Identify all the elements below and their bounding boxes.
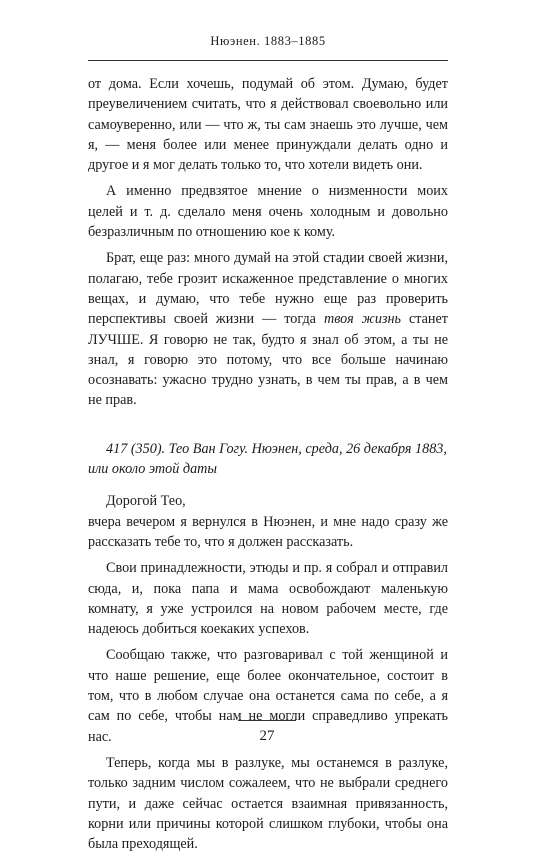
paragraph: вчера вечером я вернулся в Нюэнен, и мне надо сразу же рассказать тебе то, что я должен рассказать. bbox=[88, 513, 448, 550]
letter-heading: 417 (350). Тео Ван Гогу. Нюэнен, среда, 26 декабря 1883, или около этой даты bbox=[88, 440, 447, 478]
paragraph-continuation: от дома. Если хочешь, подумай об этом. Думаю, будет преувеличением считать, что я действовал своевольно или самоуверенно, или — что ж, ты сам знаешь это лучше, чем я, — меня более или менее принуждали делать одно и другое и я мог делать только то, что хотели видеть они. bbox=[88, 76, 448, 174]
running-head: Нюэнен. 1883–1885 bbox=[210, 34, 326, 48]
paragraph: А именно предвзятое мнение о низменности моих целей и т. д. сделало меня очень холодным и довольно безразличным по отношению кое к кому. bbox=[88, 183, 448, 241]
paragraph: Свои принадлежности, этюды и пр. я собрал и отправил сюда, и, пока папа и мама освобождают маленькую комнату, я уже устроился на новом рабочем месте, где надеюсь добиться коекаких успехов. bbox=[88, 560, 448, 638]
footer-rule bbox=[238, 720, 296, 721]
header-rule bbox=[88, 60, 448, 61]
page-number: 27 bbox=[259, 728, 275, 744]
section-spacer bbox=[88, 411, 448, 439]
paragraph bbox=[88, 248, 448, 410]
paragraph-text: Брат, еще раз: много думай на этой стадии своей жизни, полагаю, тебе грозит искаженное представление о многих вещах, и думаю, что тебе нужно еще раз проверить перспективы своей жизни — тогда bbox=[88, 250, 448, 328]
heading-spacer bbox=[88, 479, 448, 491]
emphasis-text: твоя жизнь bbox=[323, 311, 401, 328]
salutation: Дорогой Тео, bbox=[106, 493, 186, 510]
paragraph-text: станет ЛУЧШЕ. Я говорю не так, будто я знал об этом, а ты не знал, я говорю это потому, что все больше начинаю осознавать: ужасно трудно узнать, в чем ты прав, а в чем не прав. bbox=[88, 311, 449, 409]
paragraph: Сообщаю также, что разговаривал с той женщиной и что наше решение, еще более окончательное, состоит в том, что в любом случае она останется сама по себе, а я сам по себе, чтобы нам не могли справедливо упрекать нас. bbox=[88, 647, 448, 745]
paragraph: Теперь, когда мы в разлуке, мы останемся в разлуке, только задним числом сожалеем, что не выбрали среднего пути, и даже сейчас остается взаимная привязанность, корни или причины которой слишком глубоки, чтобы она была преходящей. bbox=[88, 754, 448, 853]
